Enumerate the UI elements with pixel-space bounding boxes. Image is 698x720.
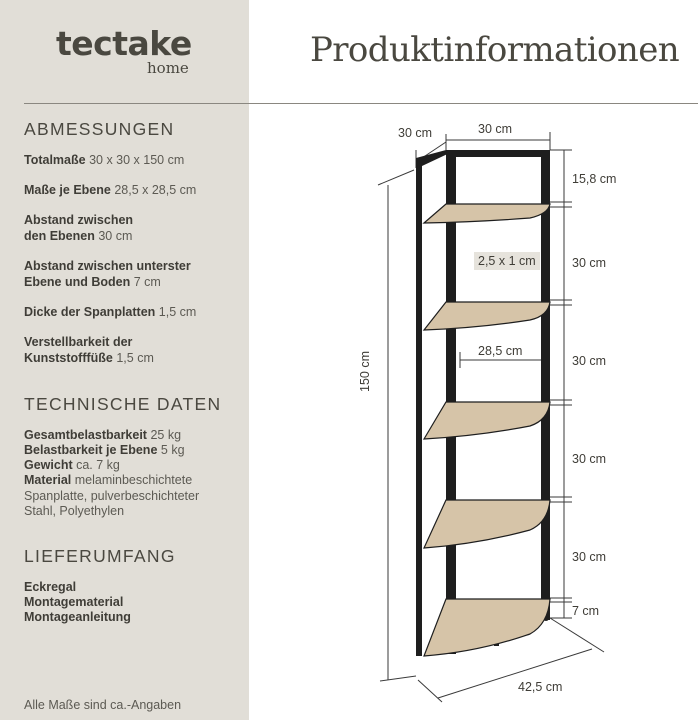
spec-label: Totalmaße [24, 153, 86, 167]
section-title-delivery: LIEFERUMFANG [24, 546, 176, 566]
spec-label: Material [24, 473, 72, 487]
delivery-item-label: Montagematerial [24, 595, 124, 609]
spec-value: 5 kg [160, 443, 185, 457]
spec-material [24, 473, 224, 520]
brand-logo [56, 24, 198, 77]
brand-sub: home [147, 59, 189, 77]
spec-label: Abstand zwischen den Ebenen [24, 213, 134, 243]
page-title: Produktinformationen [310, 30, 680, 70]
dim-total-height: 150 cm [358, 351, 372, 392]
spec-value: 1,5 cm [158, 305, 197, 319]
dim-bottom-gap: 7 cm [572, 604, 600, 618]
spec-value: ca. 7 kg [76, 458, 120, 472]
dim-top-depth: 30 cm [398, 126, 433, 140]
dim-gap-1: 30 cm [572, 256, 607, 270]
dim-gap-3: 30 cm [572, 452, 607, 466]
brand-name: tectake [56, 24, 192, 63]
spec-label: Verstellbarkeit der Kunststofffüße [24, 335, 133, 365]
spec-value: 7 cm [133, 274, 161, 289]
delivery-item [24, 580, 246, 596]
delivery-item-label: Montageanleitung [24, 610, 131, 624]
spec-foot-adjustment [24, 335, 154, 366]
dim-top-gap: 15,8 cm [572, 172, 617, 186]
spec-label: Gesamtbelastbarkeit [24, 428, 147, 442]
spec-label: Dicke der Spanplatten [24, 305, 156, 319]
spec-level-dimensions [24, 183, 246, 199]
sidebar [0, 0, 249, 720]
spec-total-dimensions [24, 153, 246, 169]
spec-label: Maße je Ebene [24, 183, 111, 197]
section-title-technical: TECHNISCHE DATEN [24, 394, 222, 414]
spec-board-thickness [24, 305, 246, 321]
spec-value: 30 cm [98, 228, 133, 243]
dim-gap-4: 30 cm [572, 550, 607, 564]
spec-weight [24, 458, 246, 474]
section-title-dimensions: ABMESSUNGEN [24, 119, 175, 139]
spec-value: 1,5 cm [116, 350, 154, 365]
spec-value: 28,5 x 28,5 cm [114, 183, 197, 197]
spec-label: Gewicht [24, 458, 73, 472]
spec-floor-gap [24, 259, 214, 290]
delivery-item [24, 595, 246, 611]
footnote: Alle Maße sind ca.-Angaben [24, 698, 182, 712]
spec-value: 25 kg [150, 428, 182, 442]
dim-diagonal: 42,5 cm [518, 680, 563, 694]
corner-shelf-drawing [250, 104, 698, 720]
spec-level-spacing [24, 213, 154, 244]
delivery-item [24, 610, 246, 626]
dim-top-width: 30 cm [478, 122, 513, 136]
product-dimension-diagram [250, 104, 698, 720]
spec-label: Abstand zwischen unterster Ebene und Boden [24, 259, 191, 289]
dim-tube-profile: 2,5 x 1 cm [474, 252, 540, 270]
spec-total-load [24, 428, 246, 444]
dim-gap-2: 30 cm [572, 354, 607, 368]
shelves [424, 204, 550, 656]
delivery-item-label: Eckregal [24, 580, 77, 594]
spec-value: 30 x 30 x 150 cm [89, 153, 185, 167]
spec-label: Belastbarkeit je Ebene [24, 443, 158, 457]
spec-value: melaminbeschichtete Spanplatte, pulverbeschichteter Stahl, Polyethylen [24, 473, 200, 518]
spec-level-load [24, 443, 246, 459]
dim-shelf-width: 28,5 cm [478, 344, 523, 358]
